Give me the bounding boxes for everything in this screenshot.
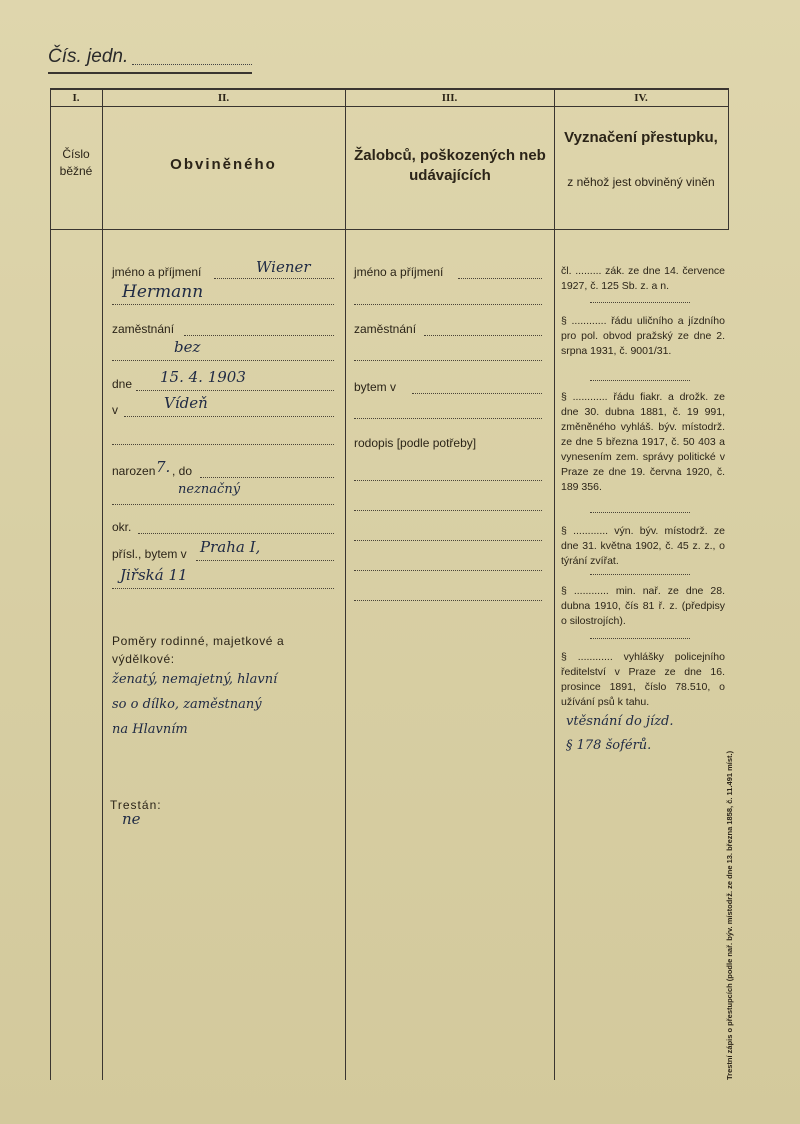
col3-zamestnani-dots-2 xyxy=(354,360,542,361)
col3-rodopis-dots-1 xyxy=(354,480,542,481)
col2-jmeno-label: jméno a příjmení xyxy=(112,265,202,279)
col2-v-value: Vídeň xyxy=(164,394,208,412)
cis-jedn-label: Čís. jedn. xyxy=(48,46,129,67)
col2-narozen-value: 7. xyxy=(156,458,171,476)
col2-pomery-line-3: na Hlavním xyxy=(112,722,188,737)
table-right-border xyxy=(728,88,729,230)
col2-do-dots-2 xyxy=(112,504,334,505)
col4-law-1: čl. ......... zák. ze dne 14. července 1927, č. 125 Sb. z. a n. xyxy=(561,265,725,292)
col-num-3: III. xyxy=(441,92,458,104)
col4-handwritten-1: vtěsnání do jízd. xyxy=(566,714,674,729)
col2-prisl-value-2: Jiřská 11 xyxy=(120,566,188,584)
col2-narozen-label: narozen xyxy=(112,464,156,478)
col2-zamestnani-dots xyxy=(184,335,334,336)
col2-v-dots-2 xyxy=(112,444,334,445)
col4-sep-4 xyxy=(590,574,690,575)
cis-jedn-field xyxy=(132,64,252,65)
col3-jmeno-dots-2 xyxy=(354,304,542,305)
col-title-2: Obviněného xyxy=(170,156,277,173)
col2-do-label: , do xyxy=(172,464,193,478)
col3-rodopis-dots-3 xyxy=(354,540,542,541)
col2-prisl-dots xyxy=(196,560,334,561)
col2-prisl-dots-2 xyxy=(112,588,334,589)
col-title-4-main: Vyznačení přestupku, xyxy=(564,129,718,146)
header-bottom-divider xyxy=(50,229,729,230)
col2-zamestnani-label: zaměstnání xyxy=(112,322,175,336)
header-num-divider xyxy=(50,106,729,107)
col4-law-4: § ............ výn. býv. místodrž. ze dne 31. května 1902, č. 45 z. z., o týrání zvířat. xyxy=(561,525,725,567)
col3-jmeno-label: jméno a příjmení xyxy=(354,265,444,279)
col-divider-1 xyxy=(102,88,103,1080)
col4-law-3: § ............ řádu fiakr. a drožk. ze dne 30. dubna 1881, č. 19 991, změněného vyhláš. býv. místodrž. ze dne 5 března 1917, č. 50 403 a vynesením zem. správy politické v Praze ze dne 19. června 1920, č. 189 356. xyxy=(561,391,725,493)
col2-okr-dots xyxy=(138,533,334,534)
col-title-1: Číslo běžné xyxy=(59,147,93,178)
col3-zamestnani-label: zaměstnání xyxy=(354,322,417,336)
col4-law-6: § ............ vyhlášky policejního ředitelství v Praze ze dne 16. prosince 1891, číslo 78.510, o užívání psů k tahu. xyxy=(561,651,725,708)
table-top-border xyxy=(50,88,729,90)
col2-v-dots xyxy=(124,416,334,417)
col2-jmeno-dots-2 xyxy=(112,304,334,305)
col-num-1: I. xyxy=(72,92,80,104)
col4-sep-1 xyxy=(590,302,690,303)
col2-do-value: neznačný xyxy=(178,482,241,497)
col3-rodopis-label: rodopis [podle potřeby] xyxy=(354,436,477,450)
col2-pomery-line-1: ženatý, nemajetný, hlavní xyxy=(112,672,278,687)
col3-rodopis-dots-4 xyxy=(354,570,542,571)
col2-dne-label: dne xyxy=(112,377,133,391)
cis-jedn-underline xyxy=(48,72,252,74)
col2-prisl-label: přísl., bytem v xyxy=(112,547,187,561)
table-left-border xyxy=(50,88,51,1080)
col4-handwritten-2: § 178 šoférů. xyxy=(566,738,652,753)
col3-bytem-label: bytem v xyxy=(354,380,397,394)
col2-jmeno-value-2: Hermann xyxy=(122,282,204,302)
col2-do-dots xyxy=(200,477,334,478)
col2-trestan-value: ne xyxy=(122,810,141,828)
col2-dne-value: 15. 4. 1903 xyxy=(160,368,246,386)
col3-bytem-dots-2 xyxy=(354,418,542,419)
col2-zamestnani-value: bez xyxy=(174,338,201,356)
col-title-4-sub: z něhož jest obviněný viněn xyxy=(567,175,715,189)
col3-rodopis-dots-2 xyxy=(354,510,542,511)
col3-bytem-dots xyxy=(412,393,542,394)
col2-trestan-label: Trestán: xyxy=(110,798,162,812)
col2-jmeno-value-1: Wiener xyxy=(256,258,311,276)
col2-jmeno-dots xyxy=(214,278,334,279)
col-num-4: IV. xyxy=(634,92,648,104)
col-divider-2 xyxy=(345,88,346,1080)
col3-rodopis-dots-5 xyxy=(354,600,542,601)
col2-prisl-value-1: Praha I, xyxy=(200,538,261,556)
col3-zamestnani-dots xyxy=(424,335,542,336)
col3-jmeno-dots xyxy=(458,278,542,279)
col4-sep-5 xyxy=(590,638,690,639)
col2-dne-dots xyxy=(136,390,334,391)
col2-pomery-label: Poměry rodinné, majetkové a výdělkové: xyxy=(112,634,285,666)
col4-law-2: § ............ řádu uličního a jízdního pro pol. obvod pražský ze dne 2. srpna 1931, č. 9001/31. xyxy=(561,315,725,357)
col2-okr-label: okr. xyxy=(112,520,132,534)
col2-v-label: v xyxy=(112,403,118,417)
col2-zamestnani-dots-2 xyxy=(112,360,334,361)
col-divider-3 xyxy=(554,88,555,1080)
col-num-2: II. xyxy=(217,92,230,104)
side-form-title: Trestní zápis o přestupcích (podle nař. býv. místodrž. ze dne 13. března 1858, č. 11.491 míst.) xyxy=(725,750,734,1080)
col4-sep-2 xyxy=(590,380,690,381)
col4-law-5: § ............ min. nař. ze dne 28. dubna 1910, čís 81 ř. z. (předpisy o silostrojích). xyxy=(561,585,725,627)
col4-sep-3 xyxy=(590,512,690,513)
col2-pomery-line-2: so o dílko, zaměstnaný xyxy=(112,697,262,712)
col-title-3: Žalobců, poškozených neb udávajících xyxy=(354,147,546,184)
